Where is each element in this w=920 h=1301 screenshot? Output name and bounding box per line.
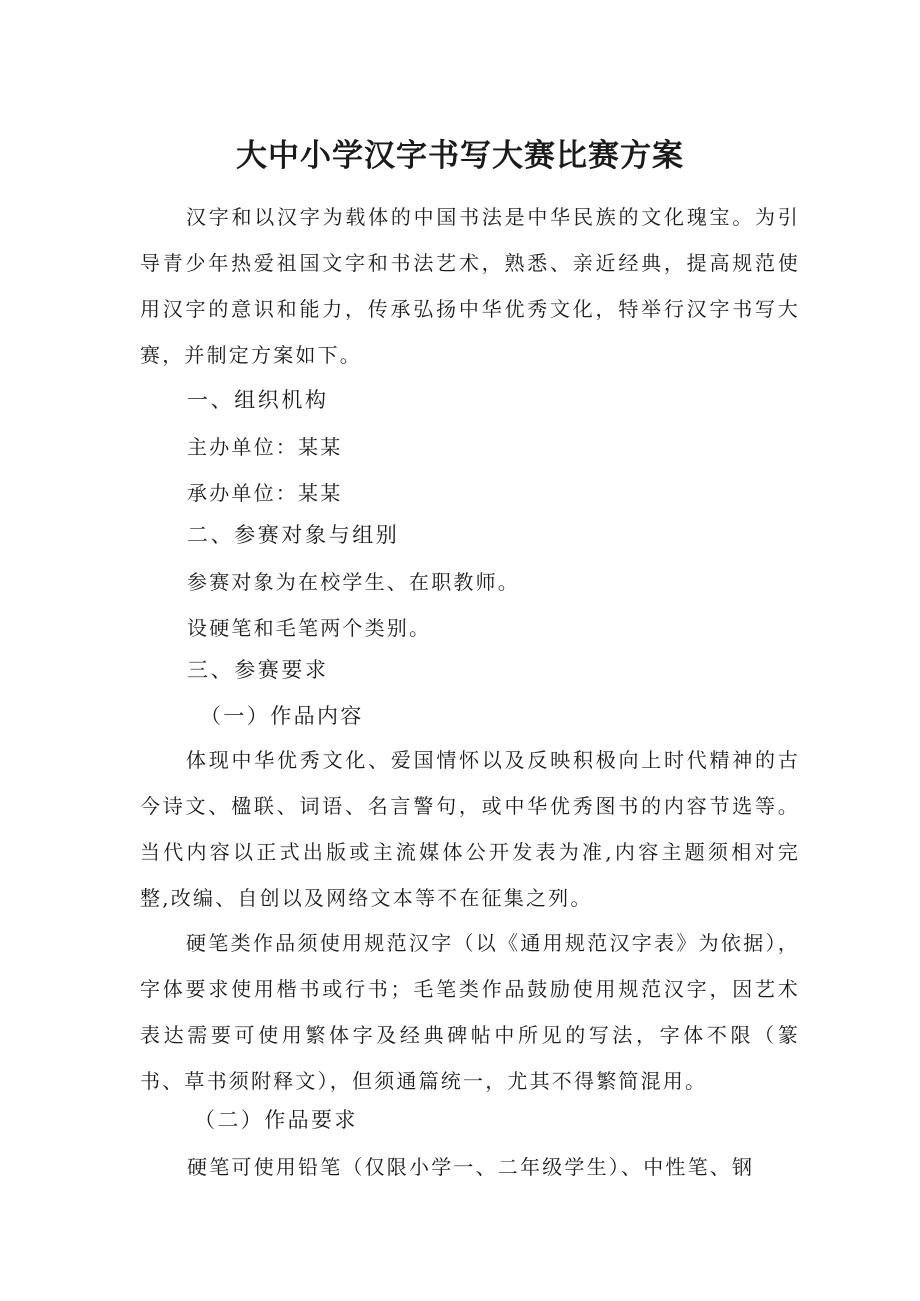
- subsection-heading-requirements: （二）作品要求: [194, 1108, 358, 1132]
- intro-paragraph: 汉字和以汉字为载体的中国书法是中华民族的文化瑰宝。为引导青少年热爱祖国文字和书法艺术，熟悉、亲近经典，提高规范使用汉字的意识和能力，传承弘扬中华优秀文化，特举行汉字书写大赛，并制定方案如下。: [140, 205, 800, 367]
- pen-requirement-line: 硬笔可使用铅笔（仅限小学一、二年级学生）、中性笔、钢: [187, 1155, 755, 1179]
- categories-line: 设硬笔和毛笔两个类别。: [187, 616, 432, 640]
- host-unit-line: 主办单位：某某: [187, 435, 343, 459]
- script-requirement-paragraph: 硬笔类作品须使用规范汉字（以《通用规范汉字表》为依据），字体要求使用楷书或行书；毛笔类作品鼓励使用规范汉字，因艺术表达需要可使用繁体字及经典碑帖中所见的写法，字体不限（篆书、草书须附释文），但须通篇统一，尤其不得繁简混用。: [140, 931, 800, 1093]
- content-paragraph: 体现中华优秀文化、爱国情怀以及反映积极向上时代精神的古今诗文、楹联、词语、名言警句，或中华优秀图书的内容节选等。当代内容以正式出版或主流媒体公开发表为准,内容主题须相对完整,改编、自创以及网络文本等不在征集之列。: [140, 748, 800, 910]
- section-heading-requirements: 三、参赛要求: [187, 658, 329, 682]
- participants-line: 参赛对象为在校学生、在职教师。: [187, 570, 520, 594]
- organizer-unit-line: 承办单位：某某: [187, 481, 343, 505]
- section-heading-participants: 二、参赛对象与组别: [187, 523, 400, 547]
- document-title: 大中小学汉字书写大赛比赛方案: [236, 138, 684, 174]
- subsection-heading-content: （一）作品内容: [200, 704, 364, 728]
- section-heading-organization: 一、组织机构: [187, 388, 329, 412]
